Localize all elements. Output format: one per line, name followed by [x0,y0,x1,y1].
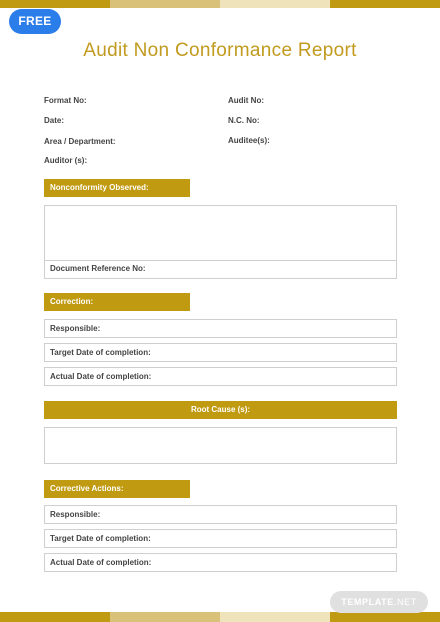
correction-target-date-row[interactable]: Target Date of completion: [44,343,397,362]
bottom-color-band [0,612,440,622]
document-reference-label: Document Reference No: [50,264,146,273]
page-title: Audit Non Conformance Report [83,40,357,61]
audit-no-label: Audit No: [228,96,264,105]
auditors-label: Auditor (s): [44,156,88,165]
nonconformity-heading: Nonconformity Observed: [44,179,190,197]
date-label: Date: [44,116,65,125]
correction-heading: Correction: [44,293,190,311]
brand-prefix: TEMPLATE [341,597,394,607]
corrective-responsible-row[interactable]: Responsible: [44,505,397,524]
corrective-target-date-row[interactable]: Target Date of completion: [44,529,397,548]
auditees-label: Auditee(s): [228,136,270,145]
brand-suffix: .NET [393,597,417,607]
corrective-actual-date-row[interactable]: Actual Date of completion: [44,553,397,572]
template-net-logo[interactable] [330,591,428,613]
nonconformity-box[interactable] [44,205,397,279]
root-cause-box[interactable] [44,427,397,464]
correction-responsible-row[interactable]: Responsible: [44,319,397,338]
corrective-actions-heading: Corrective Actions: [44,480,190,498]
divider [45,260,396,261]
root-cause-heading: Root Cause (s): [44,401,397,419]
correction-actual-date-row[interactable]: Actual Date of completion: [44,367,397,386]
free-badge[interactable]: FREE [9,9,61,34]
top-color-band [0,0,440,8]
nc-no-label: N.C. No: [228,116,260,125]
format-no-label: Format No: [44,96,87,105]
area-department-label: Area / Department: [44,137,116,146]
